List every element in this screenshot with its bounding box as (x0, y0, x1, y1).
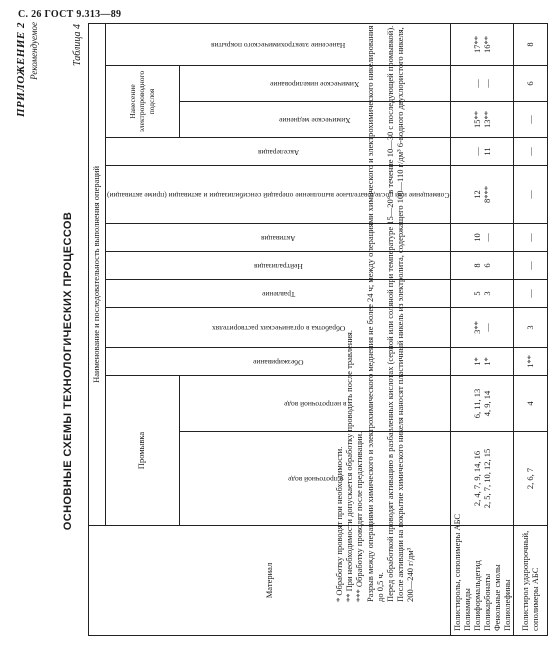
cell-neutralization: — (514, 252, 548, 280)
header-etching: Травление (106, 280, 451, 308)
cell-chem-nickel: — — (451, 66, 514, 102)
footnote: *** Обработку проводят после предактивации. (354, 431, 365, 602)
cell-chem-copper: 15** 13** (451, 102, 514, 138)
header-electro-coating: Нанесение электрохимического покрытия (106, 23, 451, 65)
process-table (88, 23, 548, 636)
cell-chem-nickel: 6 (514, 66, 548, 102)
cell-electro: 17** 16** (451, 23, 514, 65)
cell-activation: 10 — (451, 224, 514, 252)
appendix-subtitle: Рекомендуемое (29, 22, 39, 80)
cell-combined: 12 8*** (451, 166, 514, 224)
cell-still-water: 4 (514, 376, 548, 432)
cell-activation: — (514, 224, 548, 252)
header-solvent: Обработка в органических растворителях (106, 308, 451, 348)
cell-etching: — (514, 280, 548, 308)
header-acceleration: Акселерация (106, 138, 451, 166)
table-label: Таблица 4 (72, 24, 83, 66)
cell-materials: Полистирол ударопрочный, сополимеры АБС (514, 526, 548, 636)
header-washing: Промывка (106, 376, 180, 526)
header-combined: Совмещение или последовательное выполнение операций сенсибилизации и активации (приме активации) (106, 166, 451, 224)
cell-acceleration: — (514, 138, 548, 166)
rotated-content (12, 18, 540, 636)
cell-flow-water: 2, 4, 7, 9, 14, 16 2, 5, 7, 10, 12, 15 (451, 432, 514, 526)
cell-combined: — (514, 166, 548, 224)
cell-flow-water: 2, 6, 7 (514, 432, 548, 526)
header-flow-water: в проточной воде (179, 432, 451, 526)
table-row (514, 23, 548, 635)
cell-materials: Полистиролы, сополимеры АБС Полиамиды Полиформальдегид Поликарбонаты Фенольные смолы Полиолефины (451, 526, 514, 636)
cell-electro: 8 (514, 23, 548, 65)
footnote: Перед обработкой проводят активацию в разбавленных кислотах (серной или соляной при температуре 15—20° в течение 10—30 с последующей промывкой). После активации на покрытие химического никеля наносят пластичный никель из электролита, содержащего 100—110 г/дм³ 6-водного двухлористого никеля, 200—240 г/дм³ (384, 25, 416, 602)
header-chem-nickel: Химическое никелирование (179, 66, 451, 102)
header-material: Материал (89, 526, 451, 636)
header-neutralization: Нейтрализация (106, 252, 451, 280)
appendix-block (15, 22, 39, 236)
cell-degreasing: 1** (514, 348, 548, 376)
appendix-title: ПРИЛОЖЕНИЕ 2 (15, 22, 27, 118)
header-group-operations: Наименование и последовательность выполнения операций (89, 23, 106, 525)
header-coating-group: Нанесение электропроводного подслоя (106, 66, 180, 138)
header-degreasing: Обезжиривание (106, 348, 451, 376)
main-title: ОСНОВНЫЕ СХЕМЫ ТЕХНОЛОГИЧЕСКИХ ПРОЦЕССОВ (62, 211, 74, 531)
cell-still-water: 6, 11, 13 4, 9, 14 (451, 376, 514, 432)
header-still-water: в непроточной воде (179, 376, 451, 432)
footnote: ** При необходимости допускается обработку проводить после травления. (344, 330, 355, 602)
footnote: Разрыв между операциями химического и электрохимического меднения не более 24 ч; между операциями химического и электрохимического никелирования до 0,5 ч. (364, 25, 385, 602)
cell-etching: 5 3 (451, 280, 514, 308)
cell-solvent: 3** — (451, 308, 514, 348)
cell-degreasing: 1* 1* (451, 348, 514, 376)
cell-neutralization: 8 6 (451, 252, 514, 280)
header-chem-copper: Химическое меднение (179, 102, 451, 138)
footnotes (334, 24, 416, 636)
cell-acceleration: — 11 (451, 138, 514, 166)
page-header: С. 26 ГОСТ 9.313—89 (18, 9, 122, 20)
header-activation: Активация (106, 224, 451, 252)
cell-solvent: 3 (514, 308, 548, 348)
table-row (451, 23, 514, 635)
cell-chem-copper: — (514, 102, 548, 138)
footnote: * Обработку проводят при необходимости. (334, 446, 344, 602)
